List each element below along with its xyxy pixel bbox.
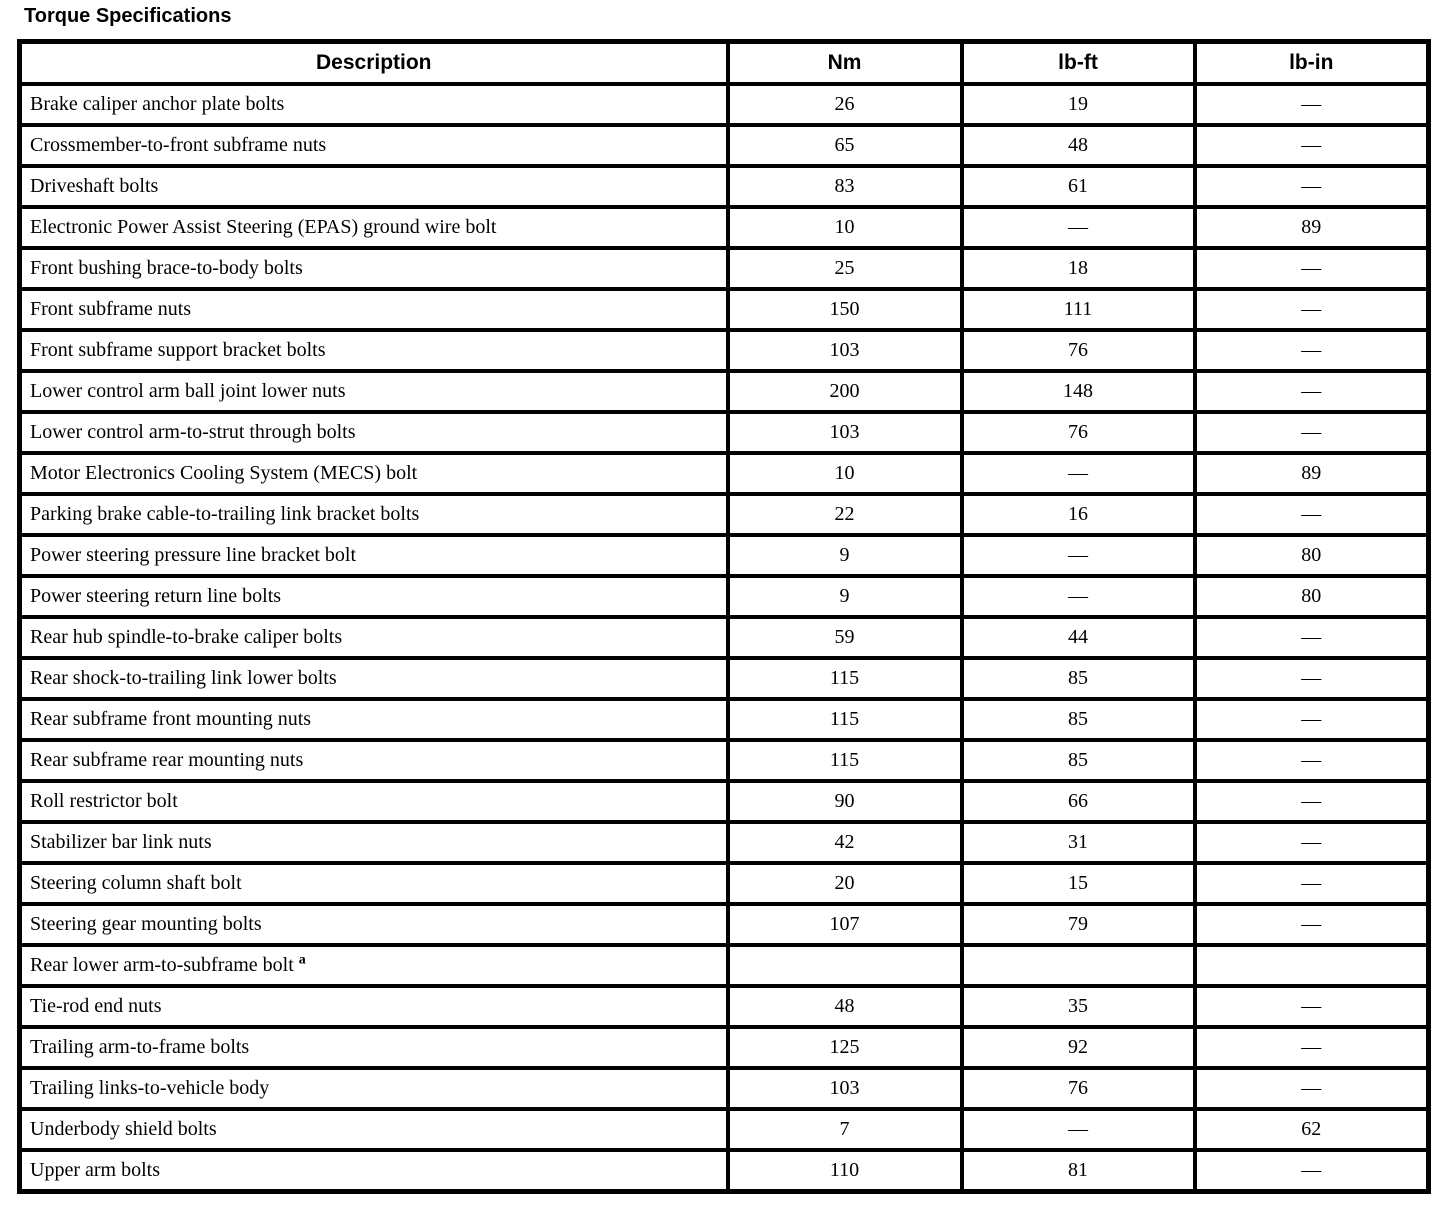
- lb-in-cell: —: [1195, 166, 1429, 207]
- lb-in-cell: 89: [1195, 453, 1429, 494]
- lb-ft-cell: 76: [962, 1068, 1195, 1109]
- nm-cell: 59: [728, 617, 962, 658]
- description-cell: [20, 658, 728, 699]
- nm-cell: 48: [728, 986, 962, 1027]
- lb-in-cell: 89: [1195, 207, 1429, 248]
- description-cell: [20, 125, 728, 166]
- nm-cell: 103: [728, 330, 962, 371]
- nm-cell: 10: [728, 453, 962, 494]
- nm-cell: 22: [728, 494, 962, 535]
- table-row: [20, 863, 1429, 904]
- description-text: Front bushing brace-to-body bolts: [30, 257, 303, 279]
- nm-cell: [728, 945, 962, 986]
- description-cell: [20, 576, 728, 617]
- description-text: Power steering return line bolts: [30, 585, 282, 607]
- table-row: [20, 576, 1429, 617]
- lb-in-cell: —: [1195, 822, 1429, 863]
- table-row: [20, 125, 1429, 166]
- lb-ft-cell: 76: [962, 412, 1195, 453]
- description-text: Power steering pressure line bracket bolt: [30, 544, 357, 566]
- table-row: [20, 781, 1429, 822]
- lb-in-cell: —: [1195, 1150, 1429, 1192]
- table-row: [20, 699, 1429, 740]
- lb-in-cell: —: [1195, 84, 1429, 125]
- description-text: Steering column shaft bolt: [30, 872, 242, 894]
- table-row: [20, 1068, 1429, 1109]
- lb-ft-cell: 148: [962, 371, 1195, 412]
- lb-in-cell: —: [1195, 248, 1429, 289]
- lb-ft-cell: 79: [962, 904, 1195, 945]
- table-header: [20, 42, 1429, 85]
- description-cell: [20, 371, 728, 412]
- description-text: Trailing arm-to-frame bolts: [30, 1036, 250, 1058]
- table-row: [20, 1109, 1429, 1150]
- lb-ft-cell: 85: [962, 658, 1195, 699]
- nm-cell: 90: [728, 781, 962, 822]
- footnote-marker: a: [298, 952, 306, 968]
- description-text: Rear lower arm-to-subframe bolt: [30, 954, 294, 976]
- description-text: Rear hub spindle-to-brake caliper bolts: [30, 626, 343, 648]
- column-header-description: Description: [20, 42, 728, 85]
- description-text: Stabilizer bar link nuts: [30, 831, 212, 853]
- lb-in-cell: —: [1195, 617, 1429, 658]
- lb-in-cell: 80: [1195, 576, 1429, 617]
- description-text: Rear subframe front mounting nuts: [30, 708, 312, 730]
- table-row: [20, 453, 1429, 494]
- description-cell: [20, 1109, 728, 1150]
- lb-ft-cell: 76: [962, 330, 1195, 371]
- description-cell: [20, 207, 728, 248]
- column-header-lb-in: lb-in: [1195, 42, 1429, 85]
- description-text: Underbody shield bolts: [30, 1118, 217, 1140]
- description-cell: [20, 1027, 728, 1068]
- lb-ft-cell: 81: [962, 1150, 1195, 1192]
- lb-ft-cell: 85: [962, 699, 1195, 740]
- column-header-nm: Nm: [728, 42, 962, 85]
- lb-in-cell: —: [1195, 863, 1429, 904]
- description-text: Lower control arm ball joint lower nuts: [30, 380, 346, 402]
- description-cell: [20, 1150, 728, 1192]
- table-row: [20, 289, 1429, 330]
- lb-in-cell: —: [1195, 371, 1429, 412]
- table-row: [20, 617, 1429, 658]
- description-cell: [20, 904, 728, 945]
- nm-cell: 115: [728, 699, 962, 740]
- description-cell: [20, 166, 728, 207]
- description-cell: [20, 822, 728, 863]
- description-cell: [20, 781, 728, 822]
- description-cell: [20, 84, 728, 125]
- lb-in-cell: —: [1195, 494, 1429, 535]
- description-text: Rear shock-to-trailing link lower bolts: [30, 667, 337, 689]
- lb-ft-cell: 31: [962, 822, 1195, 863]
- lb-ft-cell: 61: [962, 166, 1195, 207]
- description-text: Upper arm bolts: [30, 1159, 160, 1181]
- lb-in-cell: —: [1195, 699, 1429, 740]
- table-body: [20, 84, 1429, 1192]
- lb-in-cell: —: [1195, 781, 1429, 822]
- nm-cell: 9: [728, 576, 962, 617]
- lb-ft-cell: 19: [962, 84, 1195, 125]
- table-row: [20, 207, 1429, 248]
- table-row: [20, 1150, 1429, 1192]
- nm-cell: 103: [728, 1068, 962, 1109]
- table-row: [20, 740, 1429, 781]
- nm-cell: 25: [728, 248, 962, 289]
- nm-cell: 9: [728, 535, 962, 576]
- description-cell: [20, 986, 728, 1027]
- description-cell: [20, 330, 728, 371]
- lb-ft-cell: —: [962, 1109, 1195, 1150]
- description-cell: [20, 617, 728, 658]
- nm-cell: 10: [728, 207, 962, 248]
- description-text: Trailing links-to-vehicle body: [30, 1077, 270, 1099]
- table-row: [20, 945, 1429, 986]
- torque-specifications-table: [17, 39, 1431, 1194]
- description-text: Front subframe nuts: [30, 298, 192, 320]
- table-row: [20, 535, 1429, 576]
- lb-ft-cell: —: [962, 453, 1195, 494]
- lb-ft-cell: —: [962, 576, 1195, 617]
- lb-ft-cell: 44: [962, 617, 1195, 658]
- table-row: [20, 412, 1429, 453]
- nm-cell: 125: [728, 1027, 962, 1068]
- nm-cell: 115: [728, 658, 962, 699]
- description-text: Driveshaft bolts: [30, 175, 159, 197]
- lb-ft-cell: —: [962, 535, 1195, 576]
- description-text: Parking brake cable-to-trailing link bracket bolts: [30, 503, 420, 525]
- lb-ft-cell: 111: [962, 289, 1195, 330]
- lb-ft-cell: 48: [962, 125, 1195, 166]
- description-cell: [20, 494, 728, 535]
- description-text: Roll restrictor bolt: [30, 790, 178, 812]
- description-cell: [20, 1068, 728, 1109]
- description-cell: [20, 248, 728, 289]
- lb-ft-cell: 15: [962, 863, 1195, 904]
- nm-cell: 7: [728, 1109, 962, 1150]
- header-row: [20, 42, 1429, 85]
- lb-ft-cell: 66: [962, 781, 1195, 822]
- table-row: [20, 658, 1429, 699]
- nm-cell: 20: [728, 863, 962, 904]
- nm-cell: 103: [728, 412, 962, 453]
- lb-in-cell: —: [1195, 125, 1429, 166]
- description-cell: [20, 412, 728, 453]
- table-row: [20, 822, 1429, 863]
- description-text: Crossmember-to-front subframe nuts: [30, 134, 327, 156]
- lb-in-cell: [1195, 945, 1429, 986]
- lb-in-cell: —: [1195, 1068, 1429, 1109]
- lb-ft-cell: 18: [962, 248, 1195, 289]
- nm-cell: 200: [728, 371, 962, 412]
- description-text: Rear subframe rear mounting nuts: [30, 749, 304, 771]
- lb-in-cell: —: [1195, 986, 1429, 1027]
- description-cell: [20, 535, 728, 576]
- description-text: Brake caliper anchor plate bolts: [30, 93, 285, 115]
- description-text: Electronic Power Assist Steering (EPAS) ground wire bolt: [30, 216, 497, 238]
- table-row: [20, 330, 1429, 371]
- description-text: Motor Electronics Cooling System (MECS) bolt: [30, 462, 418, 484]
- table-row: [20, 84, 1429, 125]
- nm-cell: 110: [728, 1150, 962, 1192]
- lb-ft-cell: 16: [962, 494, 1195, 535]
- table-row: [20, 371, 1429, 412]
- nm-cell: 115: [728, 740, 962, 781]
- nm-cell: 107: [728, 904, 962, 945]
- lb-in-cell: —: [1195, 740, 1429, 781]
- lb-ft-cell: 92: [962, 1027, 1195, 1068]
- nm-cell: 26: [728, 84, 962, 125]
- table-row: [20, 494, 1429, 535]
- nm-cell: 42: [728, 822, 962, 863]
- lb-in-cell: —: [1195, 289, 1429, 330]
- table-row: [20, 904, 1429, 945]
- lb-in-cell: —: [1195, 1027, 1429, 1068]
- lb-in-cell: 80: [1195, 535, 1429, 576]
- table-row: [20, 1027, 1429, 1068]
- description-text: Tie-rod end nuts: [30, 995, 162, 1017]
- description-cell: [20, 699, 728, 740]
- description-text: Lower control arm-to-strut through bolts: [30, 421, 356, 443]
- nm-cell: 83: [728, 166, 962, 207]
- lb-in-cell: —: [1195, 330, 1429, 371]
- lb-in-cell: —: [1195, 412, 1429, 453]
- description-text: Front subframe support bracket bolts: [30, 339, 326, 361]
- lb-in-cell: —: [1195, 904, 1429, 945]
- description-text: Steering gear mounting bolts: [30, 913, 262, 935]
- table-row: [20, 248, 1429, 289]
- description-cell: [20, 289, 728, 330]
- description-cell: [20, 453, 728, 494]
- page-title: Torque Specifications: [24, 5, 232, 27]
- table-row: [20, 986, 1429, 1027]
- lb-ft-cell: —: [962, 207, 1195, 248]
- nm-cell: 65: [728, 125, 962, 166]
- lb-in-cell: 62: [1195, 1109, 1429, 1150]
- description-cell: [20, 740, 728, 781]
- lb-ft-cell: [962, 945, 1195, 986]
- table-row: [20, 166, 1429, 207]
- lb-ft-cell: 35: [962, 986, 1195, 1027]
- description-cell: [20, 863, 728, 904]
- nm-cell: 150: [728, 289, 962, 330]
- column-header-lb-ft: lb-ft: [962, 42, 1195, 85]
- description-cell: [20, 945, 728, 986]
- lb-in-cell: —: [1195, 658, 1429, 699]
- lb-ft-cell: 85: [962, 740, 1195, 781]
